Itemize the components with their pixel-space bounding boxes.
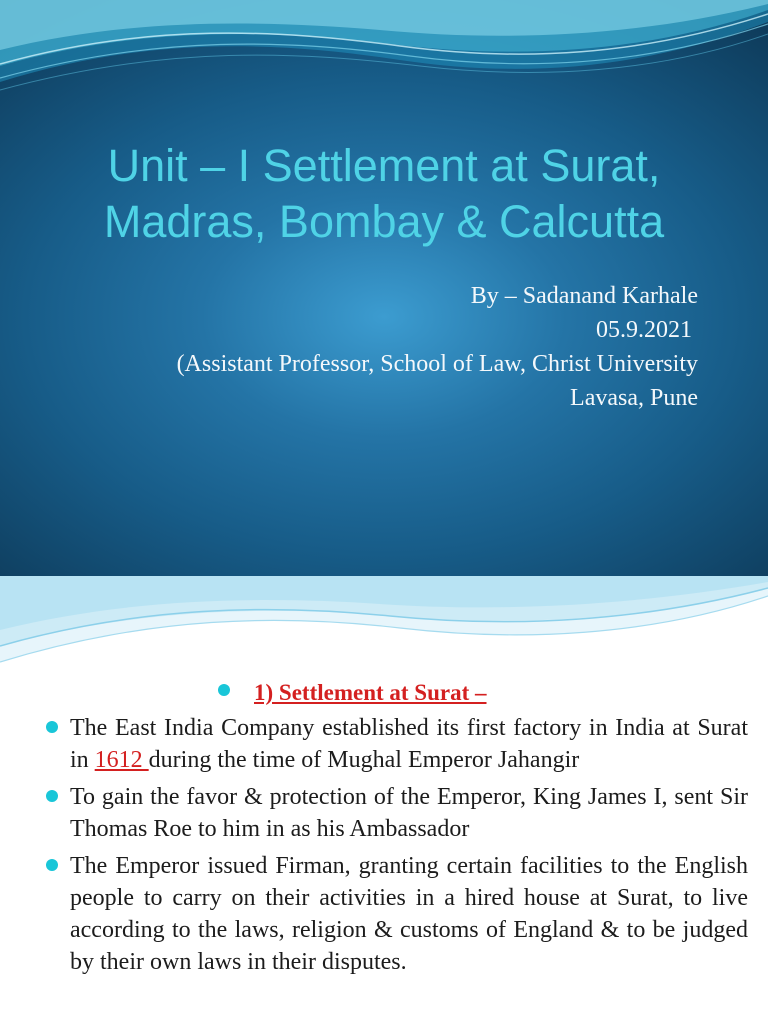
list-item [46,781,748,845]
list-item-text-start: The East India Company established its first factory in India at Surat in [70,715,748,773]
list-item-text-end: during the time of Mughal Emperor Jahangir [148,747,580,773]
slide-title [0,138,768,250]
wave-decoration [0,0,768,110]
affiliation-line-2: Lavasa, Pune [570,385,698,411]
slide-title-line-2: Madras, Bombay & Calcutta [103,196,665,247]
bullet-list [46,712,748,983]
affiliation-line-1: (Assistant Professor, School of Law, Christ University [176,351,698,377]
date-line: 05.9.2021 [596,317,692,343]
content-slide [0,576,768,1024]
bullet-icon [46,859,58,871]
slide-title-line-1: Unit – I Settlement at Surat, [107,140,661,191]
year-link[interactable]: 1612 [94,747,149,773]
list-item [46,850,748,978]
bullet-icon [218,684,230,696]
author-line: By – Sadanand Karhale [470,283,698,309]
list-item [46,712,748,776]
section-heading [218,676,487,710]
list-item-text: The Emperor issued Firman, granting certain facilities to the English people to carry on their activities in a hired house at Surat, to live according to the laws, religion & customs of England & to be judged by their own laws in their disputes. [70,853,748,975]
bullet-icon [46,790,58,802]
bullet-icon [46,721,58,733]
wave-decoration [0,576,768,676]
subtitle-block [38,279,698,415]
section-heading-text: 1) Settlement at Surat – [254,680,487,705]
list-item-text: To gain the favor & protection of the Emperor, King James I, sent Sir Thomas Roe to him in as his Ambassador [70,784,748,842]
